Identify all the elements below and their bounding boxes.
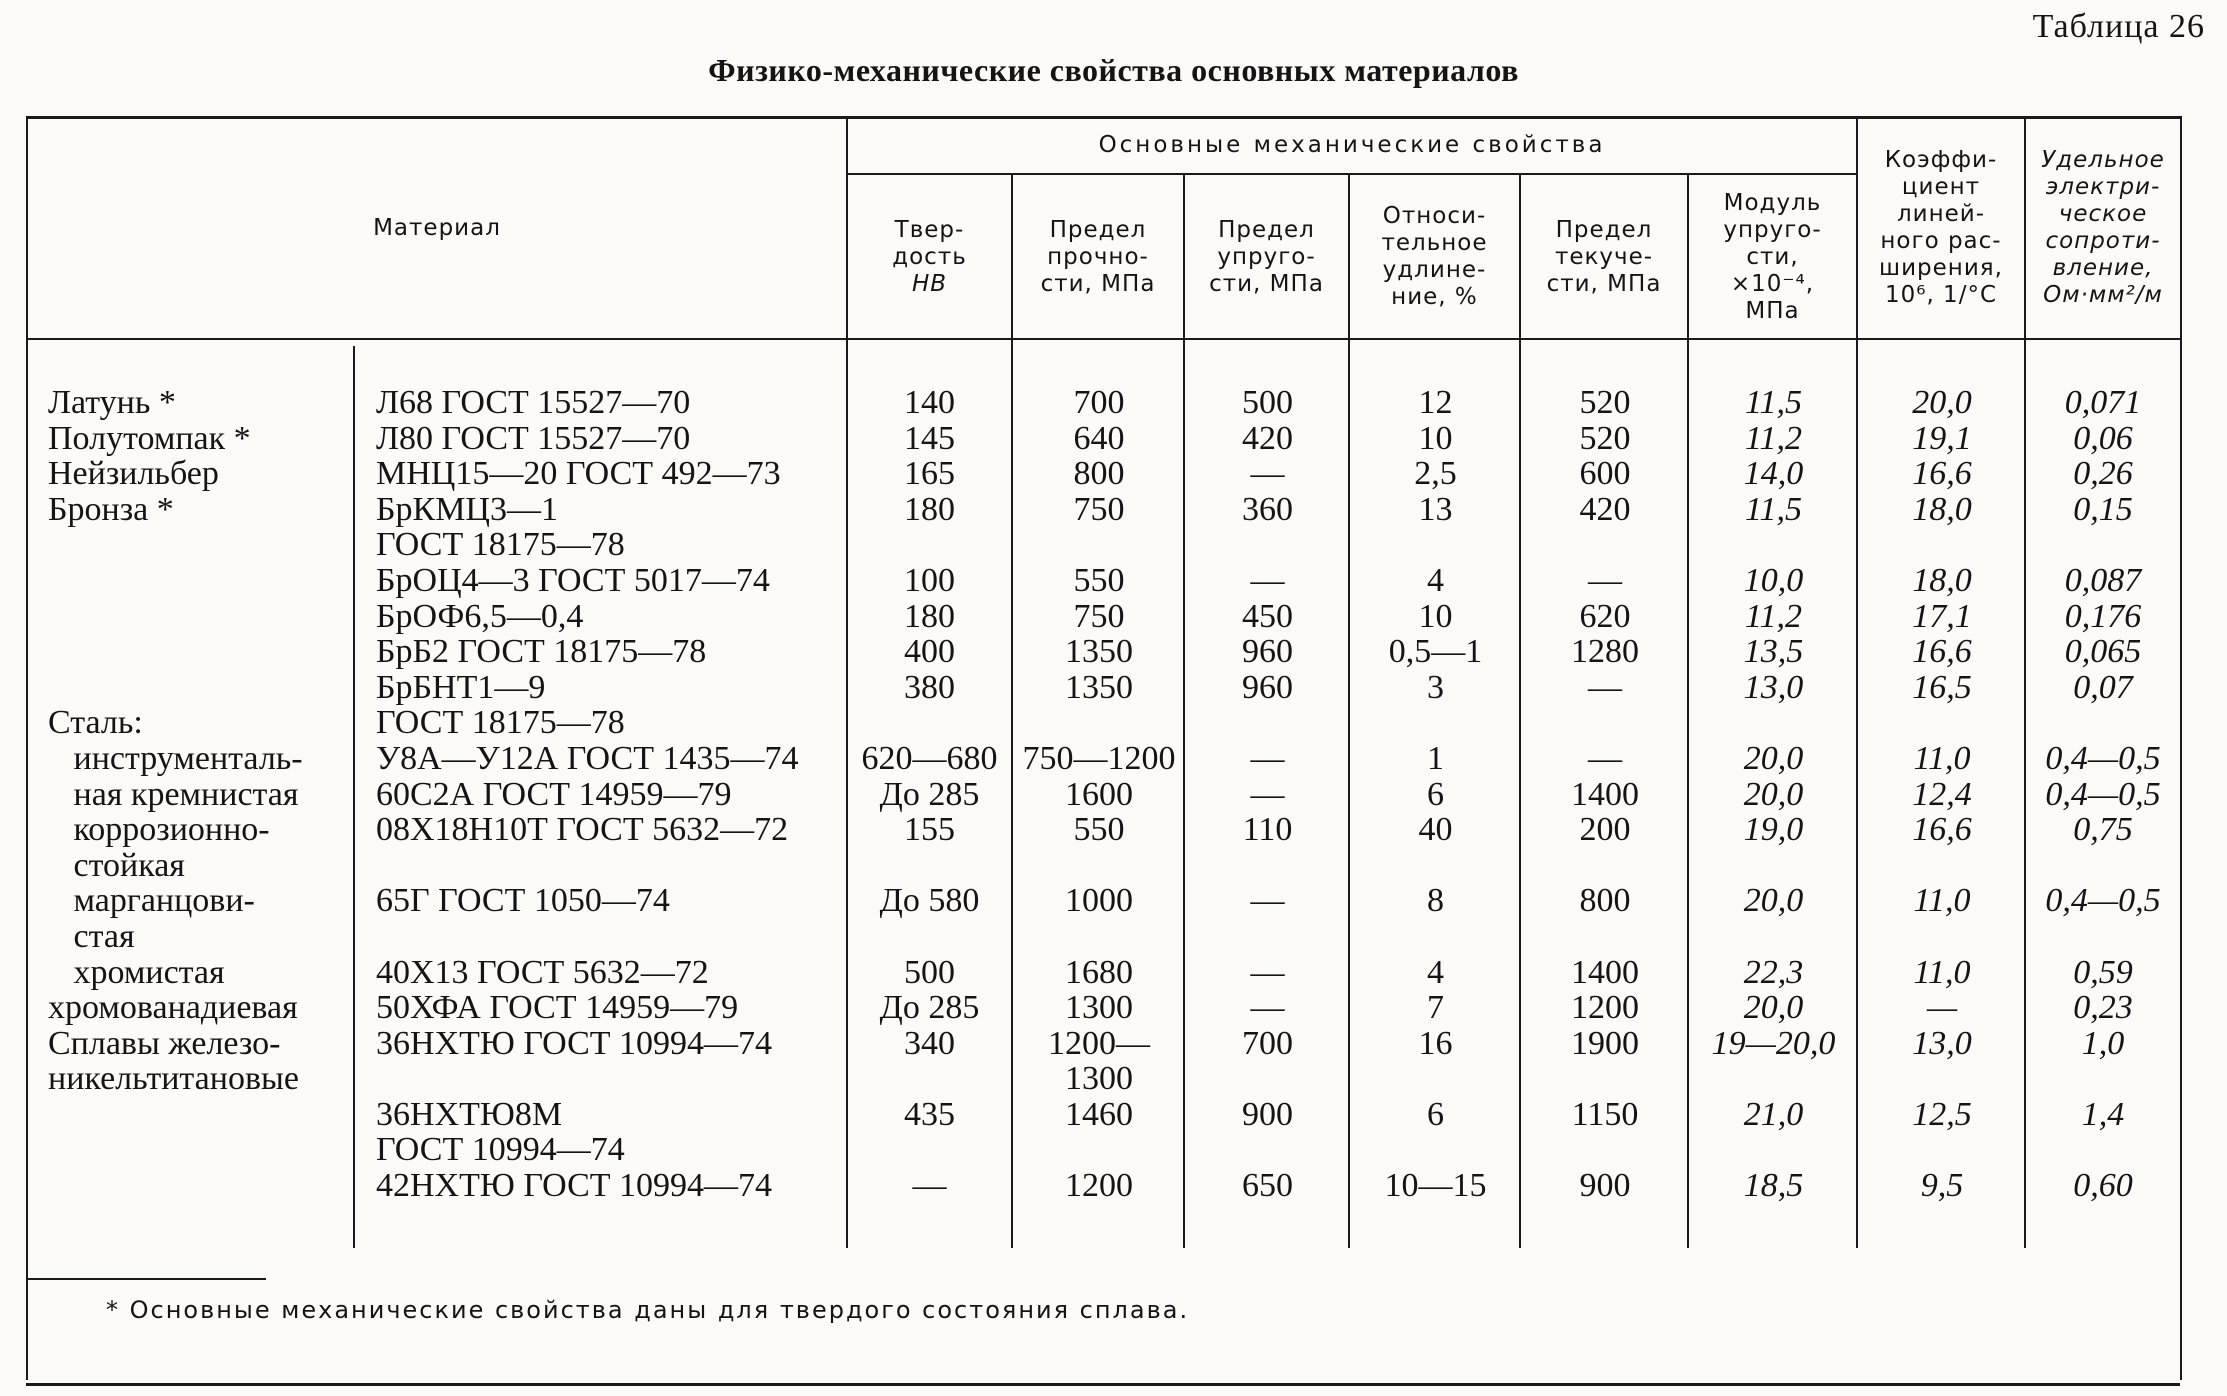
table-row (26, 670, 2180, 706)
cell-elastic-limit: — (1250, 882, 1285, 920)
table-row (26, 1026, 2180, 1062)
cell-modulus: 11,2 (1745, 419, 1802, 457)
cell-modulus: 11,5 (1745, 490, 1802, 528)
cell-modulus: 20,0 (1743, 739, 1804, 777)
cell-yield: — (1588, 739, 1622, 777)
cell-hardness: 500 (904, 953, 955, 991)
cell-expansion: 11,0 (1913, 953, 1971, 991)
cell-elongation: 8 (1427, 882, 1444, 920)
cell-material-name: Сплавы железо- (48, 1024, 281, 1062)
cell-elongation: 10 (1418, 419, 1453, 457)
cell-elastic-limit: 960 (1242, 668, 1293, 706)
cell-yield: 1280 (1571, 633, 1639, 671)
table-row (26, 1061, 2180, 1097)
cell-expansion: 20,0 (1912, 384, 1972, 421)
cell-elastic-limit: 110 (1242, 811, 1293, 849)
cell-material-grade: 42НХТЮ ГОСТ 10994—74 (376, 1167, 773, 1205)
cell-modulus: 13,5 (1743, 633, 1804, 671)
cell-material-name: Сталь: (48, 704, 143, 742)
header-elongation: Относи- тельное удлине- ние, % (1381, 203, 1488, 310)
table-row (26, 456, 2180, 492)
cell-yield: 620 (1579, 597, 1631, 635)
table-row (26, 705, 2180, 741)
header-hardness (848, 176, 1011, 338)
cell-material-grade: ГОСТ 18175—78 (376, 704, 625, 742)
cell-strength: 550 (1073, 811, 1125, 849)
cell-strength: 750—1200 (1022, 739, 1176, 777)
cell-resistivity: 0,06 (2073, 419, 2133, 457)
table-row (26, 777, 2180, 813)
cell-yield: 520 (1579, 419, 1631, 457)
cell-elongation: 3 (1427, 668, 1444, 706)
cell-material-name: никельтитановые (48, 1060, 299, 1098)
cell-material-grade: 36НХТЮ8М (376, 1095, 563, 1133)
cell-material-grade: 65Г ГОСТ 1050—74 (376, 882, 670, 920)
cell-elastic-limit: — (1250, 989, 1285, 1027)
cell-yield: 420 (1579, 490, 1631, 528)
cell-modulus: 20,0 (1743, 882, 1804, 920)
cell-resistivity: 0,065 (2064, 633, 2142, 671)
cell-expansion: 12,4 (1912, 775, 1972, 813)
cell-yield: 600 (1579, 455, 1631, 493)
cell-elastic-limit: 450 (1242, 597, 1293, 635)
cell-strength: 1600 (1065, 775, 1133, 813)
cell-material-grade: БрБ2 ГОСТ 18175—78 (376, 633, 707, 671)
cell-resistivity: 1,0 (2081, 1024, 2125, 1062)
cell-modulus: 11,5 (1745, 384, 1802, 421)
cell-elongation: 10 (1418, 597, 1453, 635)
cell-elongation: 12 (1418, 384, 1453, 421)
cell-strength: 700 (1073, 384, 1125, 421)
cell-expansion: 18,0 (1912, 561, 1972, 599)
page-title: Физико-механические свойства основных материалов (708, 52, 1519, 88)
cell-hardness: 100 (904, 561, 955, 599)
cell-expansion: 11,0 (1913, 882, 1971, 920)
cell-elastic-limit: — (1250, 775, 1285, 813)
cell-resistivity: 0,4—0,5 (2045, 739, 2161, 777)
table-row (26, 883, 2180, 919)
header-hardness-label: Твер- дость (892, 216, 967, 270)
cell-elastic-limit: — (1250, 739, 1285, 777)
cell-modulus: 20,0 (1743, 989, 1804, 1027)
cell-material-name: марганцови- (48, 882, 255, 920)
cell-expansion: 17,1 (1912, 597, 1972, 635)
cell-expansion: 16,6 (1912, 455, 1972, 493)
cell-strength: 1300 (1065, 989, 1133, 1027)
table-row (26, 634, 2180, 670)
table-row (26, 385, 2180, 421)
cell-hardness: 145 (904, 419, 955, 457)
table-row (26, 527, 2180, 563)
cell-hardness: До 580 (879, 882, 980, 920)
cell-hardness: До 285 (879, 989, 980, 1027)
cell-yield: 1200 (1571, 989, 1639, 1027)
cell-material-grade: БрКМЦ3—1 (376, 490, 558, 528)
cell-hardness: 180 (904, 597, 955, 635)
header-material: Материал (373, 214, 501, 241)
cell-strength: 1350 (1065, 668, 1133, 706)
cell-material-name: хромованадиевая (48, 989, 298, 1027)
cell-strength: 1680 (1065, 953, 1133, 991)
table-row (26, 919, 2180, 955)
table-row (26, 492, 2180, 528)
cell-strength: 1460 (1065, 1095, 1133, 1133)
cell-hardness: 380 (904, 668, 955, 706)
cell-expansion: 16,6 (1912, 811, 1972, 849)
footnote-rule (26, 1278, 266, 1280)
cell-expansion: 19,1 (1912, 419, 1972, 457)
cell-elastic-limit: 700 (1242, 1024, 1293, 1062)
cell-material-grade: Л68 ГОСТ 15527—70 (376, 384, 691, 421)
cell-strength: 1000 (1065, 882, 1133, 920)
table-row (26, 848, 2180, 884)
cell-material-name: хромистая (48, 953, 225, 991)
cell-resistivity: 0,07 (2073, 668, 2133, 706)
cell-elongation: 10—15 (1384, 1167, 1487, 1205)
cell-strength: 750 (1073, 490, 1125, 528)
cell-strength: 750 (1073, 597, 1125, 635)
cell-material-name: ная кремнистая (48, 775, 299, 813)
cell-resistivity: 0,4—0,5 (2045, 882, 2161, 920)
cell-material-name: стая (48, 917, 135, 955)
cell-hardness: — (912, 1167, 947, 1205)
cell-hardness: 165 (904, 455, 955, 493)
header-group-mechanical: Основные механические свойства (1098, 132, 1606, 158)
cell-resistivity: 1,4 (2081, 1095, 2125, 1133)
header-hardness-unit: HB (911, 270, 948, 297)
cell-material-grade: БрБНТ1—9 (376, 668, 546, 706)
cell-modulus: 21,0 (1743, 1095, 1804, 1133)
cell-material-name: Латунь * (48, 384, 176, 421)
cell-strength: 1350 (1065, 633, 1133, 671)
table-row (26, 955, 2180, 991)
cell-hardness: 435 (904, 1095, 955, 1133)
cell-hardness: 180 (904, 490, 955, 528)
cell-yield: 200 (1579, 811, 1631, 849)
cell-elongation: 7 (1427, 989, 1444, 1027)
footnote: * Основные механические свойства даны для твердого состояния сплава. (106, 1296, 1190, 1324)
cell-elastic-limit: 650 (1242, 1167, 1293, 1205)
cell-modulus: 22,3 (1743, 953, 1804, 991)
cell-yield: 900 (1579, 1167, 1631, 1205)
cell-material-grade: БрОФ6,5—0,4 (376, 597, 584, 635)
cell-yield: 1400 (1571, 775, 1639, 813)
cell-elongation: 40 (1418, 811, 1453, 849)
cell-resistivity: 0,176 (2064, 597, 2142, 635)
cell-resistivity: 0,75 (2073, 811, 2133, 849)
table-row (26, 741, 2180, 777)
cell-elongation: 1 (1427, 739, 1444, 777)
table-body (26, 385, 2180, 1204)
cell-hardness: 620—680 (861, 739, 998, 777)
cell-material-name: коррозионно- (48, 811, 270, 849)
cell-resistivity: 0,4—0,5 (2045, 775, 2161, 813)
cell-elongation: 4 (1427, 953, 1444, 991)
cell-expansion: 9,5 (1920, 1167, 1964, 1205)
cell-yield: — (1588, 561, 1622, 599)
cell-elastic-limit: 960 (1242, 633, 1293, 671)
cell-material-grade: 36НХТЮ ГОСТ 10994—74 (376, 1024, 773, 1062)
cell-material-grade: У8А—У12А ГОСТ 1435—74 (376, 739, 799, 777)
cell-yield: 800 (1579, 882, 1631, 920)
cell-elastic-limit: 420 (1242, 419, 1293, 457)
table-number: Таблица 26 (2032, 8, 2205, 45)
cell-resistivity: 0,23 (2073, 989, 2133, 1027)
cell-elongation: 6 (1427, 1095, 1444, 1133)
cell-material-grade: МНЦ15—20 ГОСТ 492—73 (376, 455, 781, 493)
header-expansion: Коэффи- циент линей- ного рас- ширения, 10⁶, 1/°C (1879, 147, 2003, 308)
cell-resistivity: 0,071 (2064, 384, 2142, 421)
cell-expansion: 18,0 (1912, 490, 1972, 528)
cell-material-grade: 60С2А ГОСТ 14959—79 (376, 775, 732, 813)
header-strength: Предел прочно- сти, МПа (1040, 216, 1156, 297)
cell-expansion: 16,6 (1912, 633, 1972, 671)
cell-resistivity: 0,087 (2064, 561, 2142, 599)
cell-material-grade: 08Х18Н10Т ГОСТ 5632—72 (376, 811, 789, 849)
cell-modulus: 19—20,0 (1711, 1024, 1836, 1062)
table-row (26, 812, 2180, 848)
table-frame-right-edge (2180, 116, 2182, 1380)
cell-expansion: 12,5 (1912, 1095, 1972, 1133)
cell-material-name: Полутомпак * (48, 419, 251, 457)
cell-material-grade: ГОСТ 10994—74 (376, 1131, 625, 1169)
table-row (26, 1132, 2180, 1168)
cell-resistivity: 0,60 (2073, 1167, 2133, 1205)
cell-expansion: — (1926, 989, 1958, 1027)
table-row (26, 421, 2180, 457)
cell-strength: 640 (1073, 419, 1125, 457)
cell-yield: 1900 (1571, 1024, 1639, 1062)
group-header-rule (846, 173, 1856, 175)
cell-elongation: 6 (1427, 775, 1444, 813)
cell-elastic-limit: — (1250, 953, 1285, 991)
cell-resistivity: 0,59 (2073, 953, 2133, 991)
table-row (26, 990, 2180, 1026)
cell-material-name: инструменталь- (48, 739, 303, 777)
cell-material-name: Нейзильбер (48, 455, 219, 493)
cell-elongation: 2,5 (1414, 455, 1457, 493)
cell-material-grade: ГОСТ 18175—78 (376, 526, 625, 564)
cell-yield: — (1588, 668, 1622, 706)
cell-elastic-limit: 900 (1242, 1095, 1293, 1133)
header-modulus: Модуль упруго- сти, ×10⁻⁴, МПа (1723, 189, 1822, 324)
cell-yield: 1400 (1571, 953, 1639, 991)
cell-elongation: 0,5—1 (1388, 633, 1483, 671)
cell-material-name: Бронза * (48, 490, 174, 528)
cell-hardness: До 285 (879, 775, 980, 813)
table-row (26, 563, 2180, 599)
cell-resistivity: 0,15 (2073, 490, 2133, 528)
cell-modulus: 19,0 (1743, 811, 1804, 849)
cell-expansion: 16,5 (1912, 668, 1972, 706)
cell-elastic-limit: 500 (1242, 384, 1293, 421)
header-elastic-limit: Предел упруго- сти, МПа (1209, 216, 1324, 297)
cell-material-name: стойкая (48, 846, 185, 884)
cell-modulus: 13,0 (1743, 668, 1804, 706)
cell-elastic-limit: — (1250, 561, 1285, 599)
cell-material-grade: Л80 ГОСТ 15527—70 (376, 419, 691, 457)
cell-strength: 1200— (1048, 1024, 1150, 1062)
cell-strength: 800 (1073, 455, 1125, 493)
cell-strength: 1200 (1065, 1167, 1133, 1205)
cell-material-grade: 50ХФА ГОСТ 14959—79 (376, 989, 739, 1027)
cell-elongation: 16 (1418, 1024, 1453, 1062)
header-resistivity: Удельное электри- ческое сопроти- вление, Ом·мм²/м (2041, 147, 2165, 308)
cell-modulus: 18,5 (1743, 1167, 1804, 1205)
table-row (26, 1097, 2180, 1133)
cell-elongation: 4 (1427, 561, 1444, 599)
table-row (26, 599, 2180, 635)
cell-elastic-limit: 360 (1242, 490, 1293, 528)
cell-material-grade: 40Х13 ГОСТ 5632—72 (376, 953, 709, 991)
cell-modulus: 10,0 (1743, 561, 1804, 599)
cell-hardness: 155 (904, 811, 955, 849)
cell-hardness: 400 (904, 633, 955, 671)
cell-elongation: 13 (1418, 490, 1453, 528)
cell-yield: 1150 (1571, 1095, 1639, 1133)
table-row (26, 1168, 2180, 1204)
cell-expansion: 11,0 (1913, 739, 1971, 777)
header-yield: Предел текуче- сти, МПа (1546, 216, 1662, 297)
cell-strength: 1300 (1065, 1060, 1133, 1098)
cell-resistivity: 0,26 (2073, 455, 2133, 493)
cell-elastic-limit: — (1250, 455, 1285, 493)
cell-expansion: 13,0 (1912, 1024, 1972, 1062)
cell-yield: 520 (1579, 384, 1631, 421)
cell-hardness: 140 (904, 384, 955, 421)
cell-hardness: 340 (904, 1024, 955, 1062)
cell-strength: 550 (1073, 561, 1125, 599)
cell-modulus: 20,0 (1743, 775, 1804, 813)
cell-modulus: 11,2 (1745, 597, 1802, 635)
cell-material-grade: БрОЦ4—3 ГОСТ 5017—74 (376, 561, 770, 599)
cell-modulus: 14,0 (1743, 455, 1804, 493)
